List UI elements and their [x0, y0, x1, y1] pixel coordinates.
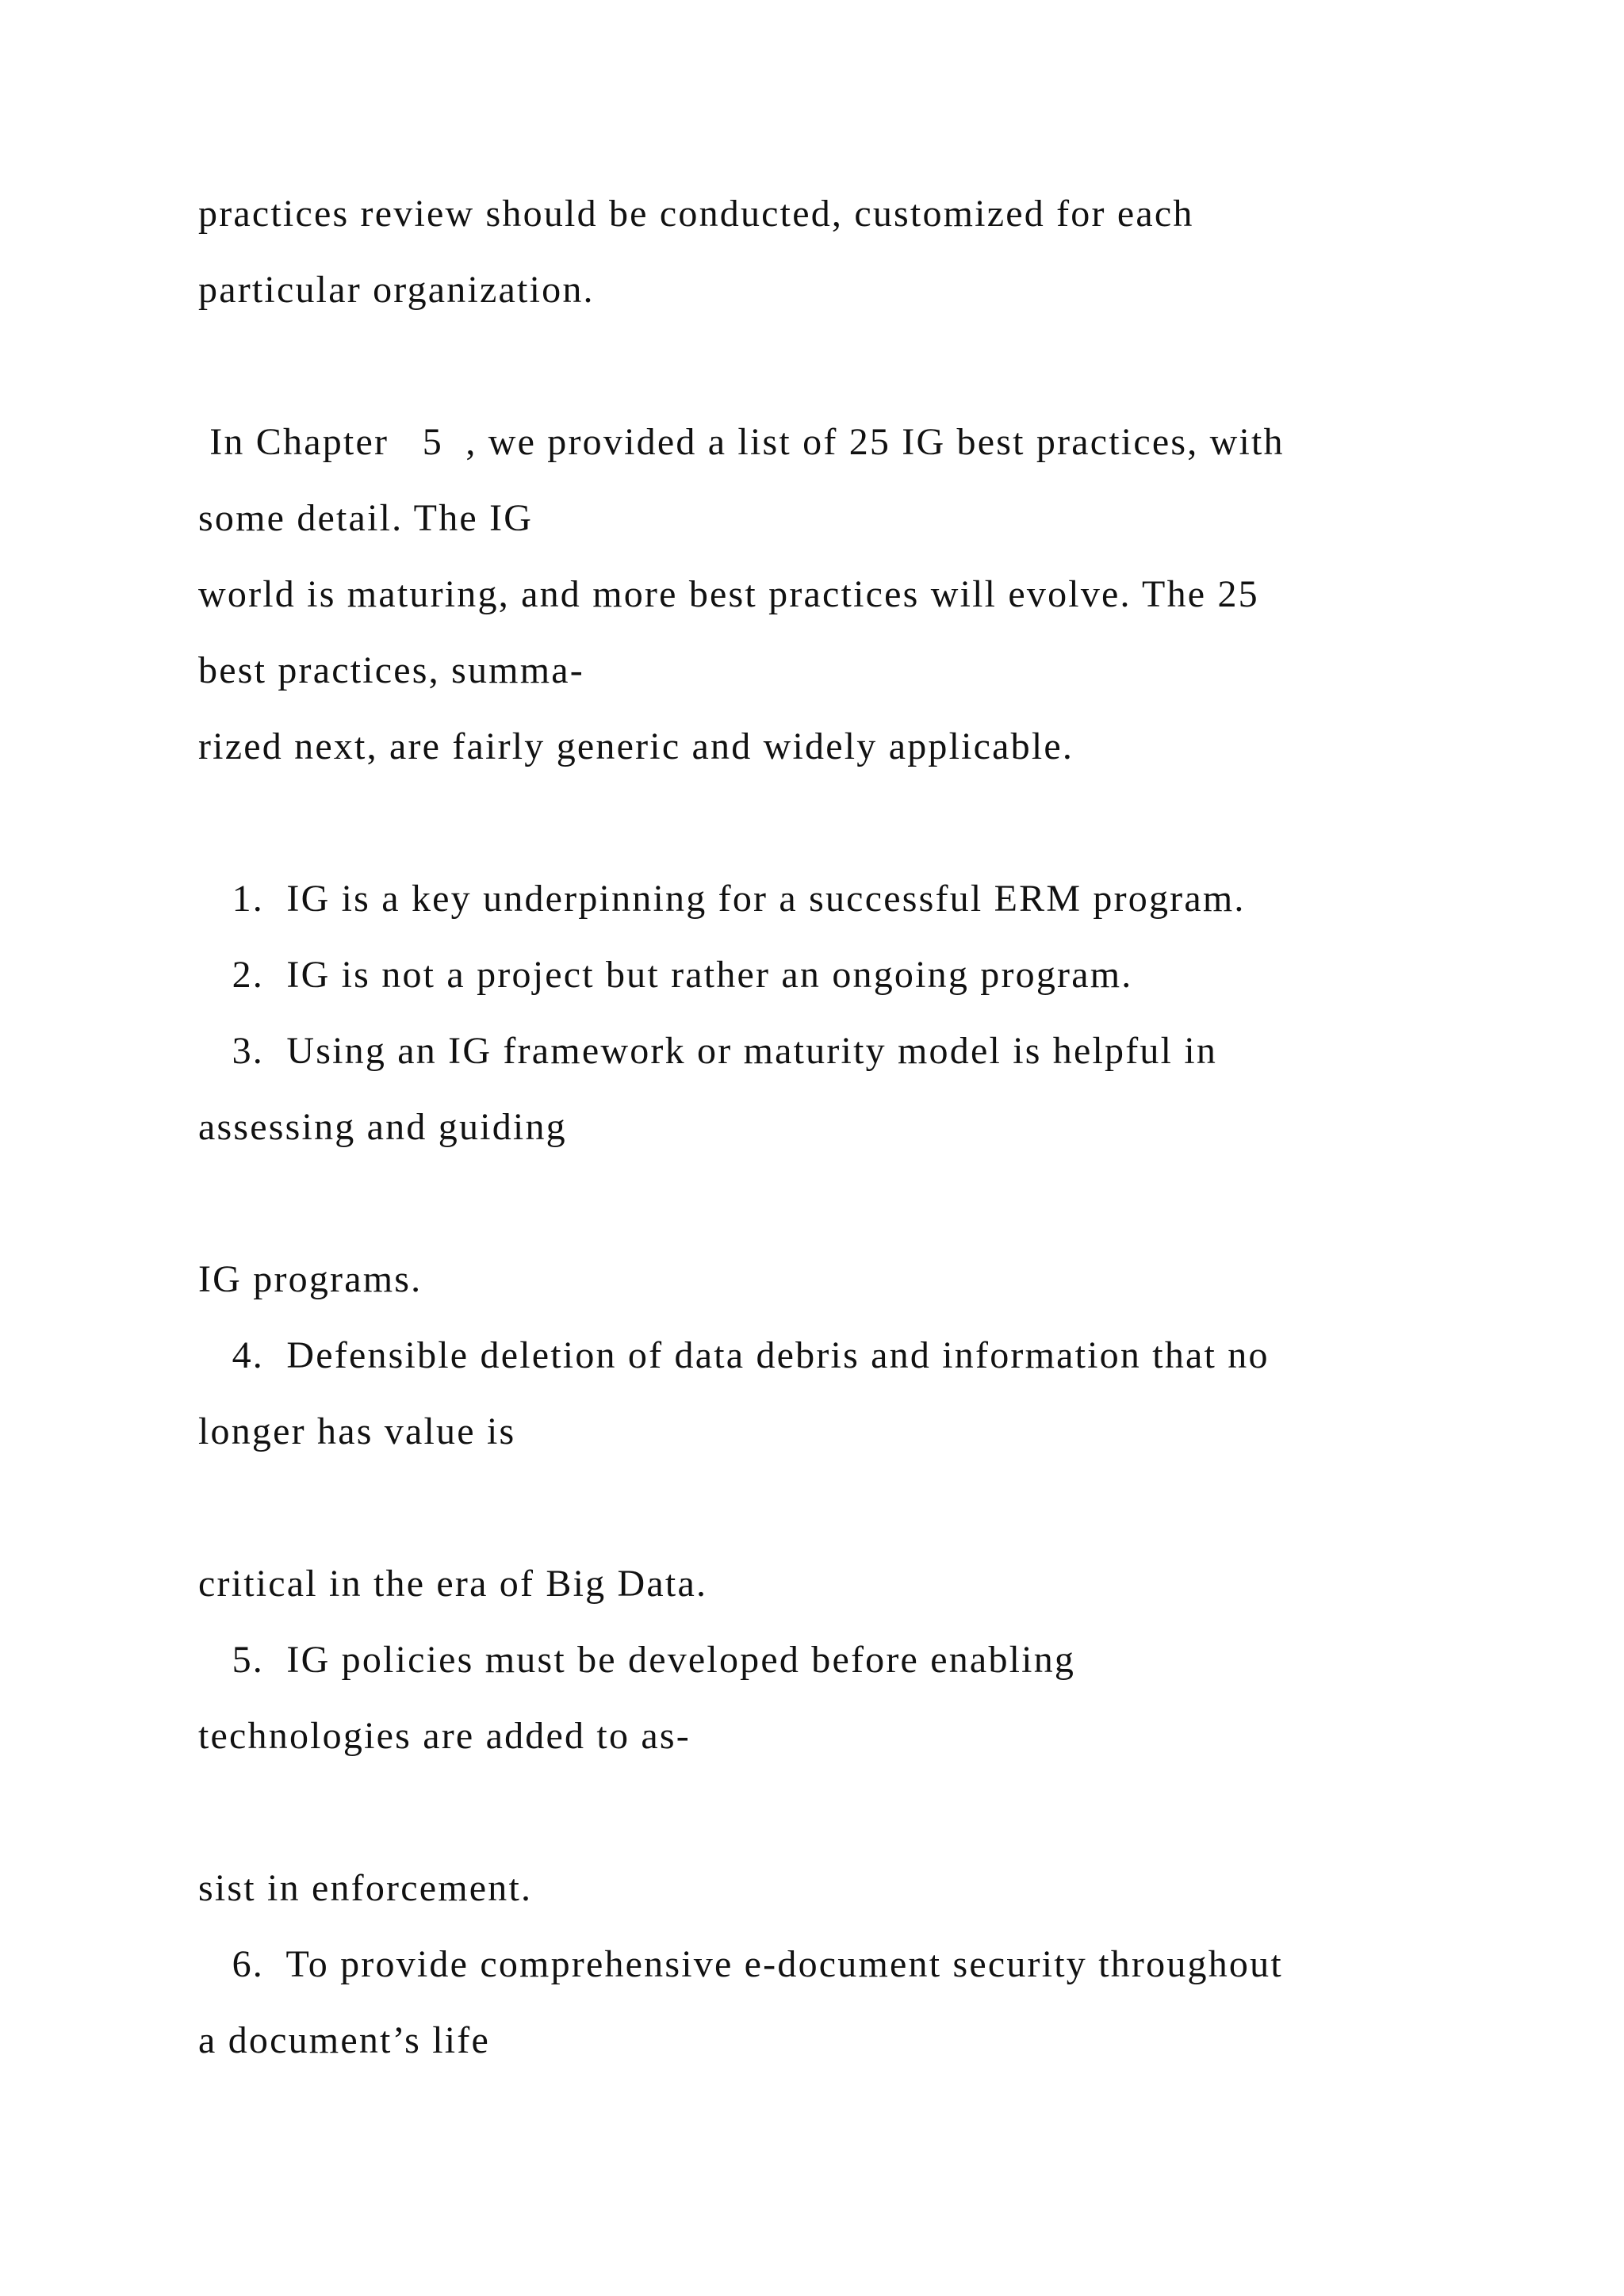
- text-line: longer has value is: [198, 1410, 516, 1452]
- list-item: 5. IG policies must be developed before enabling: [198, 1639, 1076, 1681]
- text-line: critical in the era of Big Data.: [198, 1563, 708, 1605]
- list-item: 2. IG is not a project but rather an ongoing program.: [198, 954, 1133, 996]
- text-line: assessing and guiding: [198, 1106, 567, 1148]
- list-item: 4. Defensible deletion of data debris and information that no: [198, 1334, 1270, 1376]
- list-item: 6. To provide comprehensive e-document security throughout: [198, 1943, 1283, 1985]
- text-line: a document’s life: [198, 2019, 490, 2061]
- text-line: practices review should be conducted, customized for each: [198, 193, 1194, 235]
- text-line: rized next, are fairly generic and widely applicable.: [198, 725, 1074, 767]
- text-line: sist in enforcement.: [198, 1867, 533, 1909]
- text-line: best practices, summa-: [198, 649, 584, 691]
- list-item: 3. Using an IG framework or maturity model is helpful in: [198, 1030, 1218, 1072]
- text-line: some detail. The IG: [198, 497, 534, 539]
- list-item: 1. IG is a key underpinning for a successful ERM program.: [198, 878, 1246, 920]
- text-line: In Chapter 5 , we provided a list of 25 IG best practices, with: [198, 421, 1285, 463]
- text-line: world is maturing, and more best practices will evolve. The 25: [198, 573, 1259, 615]
- text-line: technologies are added to as-: [198, 1715, 691, 1757]
- text-line: IG programs.: [198, 1258, 423, 1300]
- text-line: particular organization.: [198, 269, 595, 311]
